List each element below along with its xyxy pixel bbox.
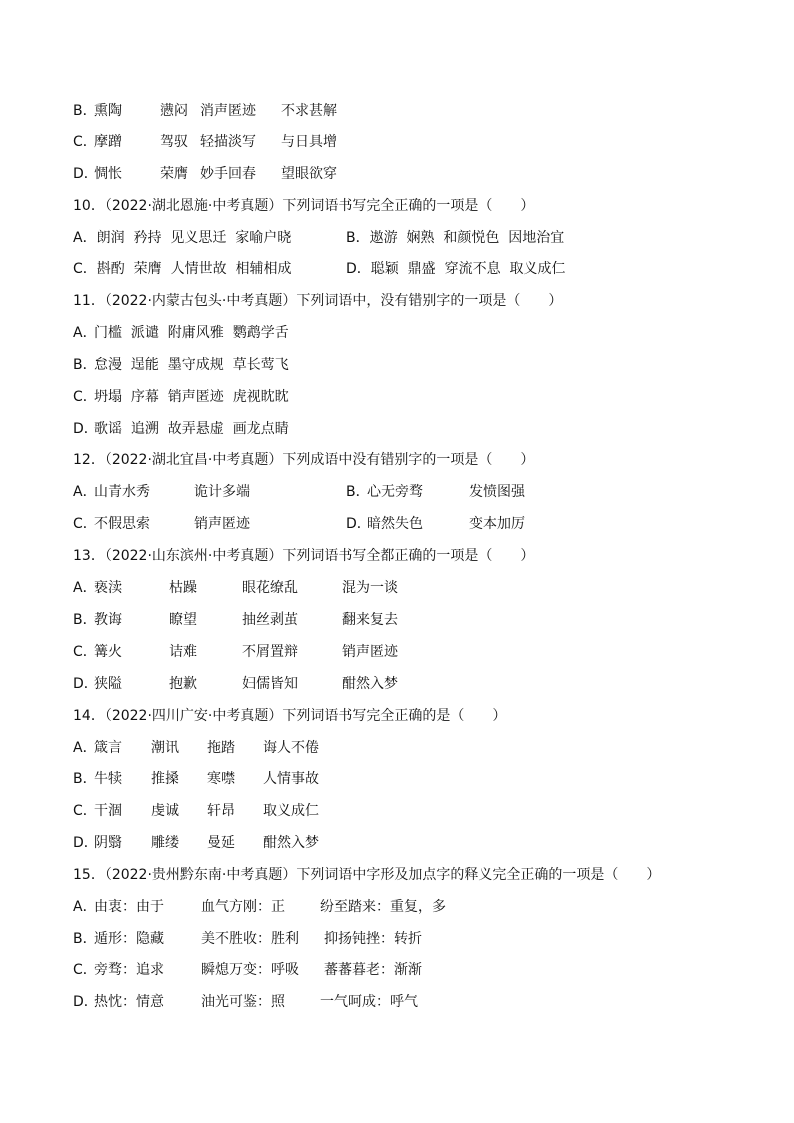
option-label: B． bbox=[73, 612, 97, 628]
q12-option-c-label[interactable]: C． bbox=[73, 516, 97, 532]
word: 不求甚解 bbox=[281, 103, 337, 119]
option-label: A． bbox=[73, 580, 97, 596]
option-text: 歌谣 追溯 故弄悬虚 画龙点睛 bbox=[94, 421, 289, 437]
word: 推搡 bbox=[151, 771, 179, 787]
q10-option-d[interactable] bbox=[346, 257, 565, 281]
word: 干涸 bbox=[94, 803, 122, 819]
word: 枯躁 bbox=[169, 580, 197, 596]
word: 暗然失色 bbox=[367, 516, 423, 532]
option-text: 门槛 派谴 附庸风雅 鹦鹉学舌 bbox=[94, 325, 289, 341]
word: 一气呵成：呼气 bbox=[320, 994, 418, 1010]
word: 变本加厉 bbox=[469, 516, 525, 532]
question-stem: 13．（2022·山东滨州·中考真题）下列词语书写全都正确的一项是（ ） bbox=[73, 548, 535, 564]
q10-option-a[interactable] bbox=[73, 226, 291, 250]
word: 轻描淡写 bbox=[200, 134, 256, 150]
word: 抽丝剥茧 bbox=[242, 612, 298, 628]
option-label: A． bbox=[73, 899, 97, 915]
word: 拖踏 bbox=[207, 740, 235, 756]
word: 心无旁骛 bbox=[367, 484, 423, 500]
word: 惆怅 bbox=[94, 166, 122, 182]
word: 荣膺 bbox=[160, 166, 188, 182]
option-text: 朗润 矜持 见义思迁 家喻户晓 bbox=[96, 230, 292, 246]
option-label: D． bbox=[346, 261, 371, 277]
option-text: 怠漫 逞能 墨守成规 草长莺飞 bbox=[94, 357, 289, 373]
word: 妇儒皆知 bbox=[242, 676, 298, 692]
word: 不假思索 bbox=[94, 516, 150, 532]
option-text: 斟酌 荣膺 人情世故 相辅相成 bbox=[96, 261, 292, 277]
word: 诡计多端 bbox=[194, 484, 250, 500]
word: 诘难 bbox=[169, 644, 197, 660]
word: 瞭望 bbox=[169, 612, 197, 628]
option-label: B． bbox=[73, 771, 97, 787]
option-label: B． bbox=[73, 357, 97, 373]
word: 取义成仁 bbox=[263, 803, 319, 819]
option-label: B． bbox=[73, 103, 97, 119]
word: 蕃蕃暮老：渐渐 bbox=[324, 962, 422, 978]
word: 阴翳 bbox=[94, 835, 122, 851]
word: 由衷：由于 bbox=[94, 899, 164, 915]
option-label: D． bbox=[73, 421, 98, 437]
option-label: B． bbox=[73, 931, 97, 947]
word: 教诲 bbox=[94, 612, 122, 628]
word: 遁形：隐藏 bbox=[94, 931, 164, 947]
word: 销声匿迹 bbox=[194, 516, 250, 532]
word: 轩昂 bbox=[207, 803, 235, 819]
option-label: A． bbox=[73, 230, 97, 246]
option-label: D． bbox=[73, 166, 98, 182]
word: 狭隘 bbox=[94, 676, 122, 692]
q12-option-b-label[interactable]: B． bbox=[346, 484, 370, 500]
word: 箴言 bbox=[94, 740, 122, 756]
q10-option-b[interactable] bbox=[346, 226, 564, 250]
word: 发愤图强 bbox=[469, 484, 525, 500]
word: 人情事故 bbox=[263, 771, 319, 787]
option-text: 遨游 娴熟 和颜悦色 因地治宜 bbox=[369, 230, 565, 246]
word: 妙手回春 bbox=[200, 166, 256, 182]
word: 雕缕 bbox=[151, 835, 179, 851]
option-label: C． bbox=[73, 803, 97, 819]
word: 纷至踏来：重复，多 bbox=[320, 899, 446, 915]
question-stem: 12．（2022·湖北宜昌·中考真题）下列成语中没有错别字的一项是（ ） bbox=[73, 452, 535, 468]
option-label: C． bbox=[73, 389, 97, 405]
word: 消声匿迹 bbox=[200, 103, 256, 119]
option-label: C． bbox=[73, 962, 97, 978]
word: 山青水秀 bbox=[94, 484, 150, 500]
word: 懑闷 bbox=[160, 103, 188, 119]
word: 销声匿迹 bbox=[342, 644, 398, 660]
option-label: D． bbox=[73, 835, 98, 851]
option-label: A． bbox=[73, 325, 97, 341]
word: 眼花缭乱 bbox=[242, 580, 298, 596]
word: 摩蹭 bbox=[94, 134, 122, 150]
word: 虔诚 bbox=[151, 803, 179, 819]
word: 瞬熄万变：呼吸 bbox=[201, 962, 299, 978]
word: 翻来复去 bbox=[342, 612, 398, 628]
word: 篝火 bbox=[94, 644, 122, 660]
word: 旁骛：追求 bbox=[94, 962, 164, 978]
question-stem: 10．（2022·湖北恩施·中考真题）下列词语书写完全正确的一项是（ ） bbox=[73, 198, 535, 214]
word: 混为一谈 bbox=[342, 580, 398, 596]
option-label: C． bbox=[73, 134, 97, 150]
question-stem: 11．（2022·内蒙古包头·中考真题）下列词语中，没有错别字的一项是（ ） bbox=[73, 293, 563, 309]
question-stem: 15．（2022·贵州黔东南·中考真题）下列词语中字形及加点字的释义完全正确的一项是（ ） bbox=[73, 867, 661, 883]
q12-option-d-label[interactable]: D． bbox=[346, 516, 371, 532]
option-label: C． bbox=[73, 261, 97, 277]
word: 酣然入梦 bbox=[263, 835, 319, 851]
word: 熏陶 bbox=[94, 103, 122, 119]
word: 热忱：情意 bbox=[94, 994, 164, 1010]
word: 曼延 bbox=[207, 835, 235, 851]
word: 不屑置辩 bbox=[242, 644, 298, 660]
question-stem: 14．（2022·四川广安·中考真题）下列词语书写完全正确的是（ ） bbox=[73, 708, 507, 724]
word: 驾驭 bbox=[160, 134, 188, 150]
word: 血气方刚：正 bbox=[201, 899, 285, 915]
word: 抑扬钝挫：转折 bbox=[324, 931, 422, 947]
option-label: D． bbox=[73, 676, 98, 692]
word: 酣然入梦 bbox=[342, 676, 398, 692]
word: 寒噤 bbox=[207, 771, 235, 787]
option-label: A． bbox=[73, 740, 97, 756]
word: 诲人不倦 bbox=[263, 740, 319, 756]
option-label: C． bbox=[73, 644, 97, 660]
q12-option-a-label[interactable]: A． bbox=[73, 484, 97, 500]
word: 潮讯 bbox=[151, 740, 179, 756]
option-text: 坍塌 序幕 销声匿迹 虎视眈眈 bbox=[94, 389, 289, 405]
word: 牛犊 bbox=[94, 771, 122, 787]
word: 亵渎 bbox=[94, 580, 122, 596]
word: 油光可鉴：照 bbox=[201, 994, 285, 1010]
word: 望眼欲穿 bbox=[281, 166, 337, 182]
option-text: 聪颖 鼎盛 穿流不息 取义成仁 bbox=[370, 261, 566, 277]
option-label: D． bbox=[73, 994, 98, 1010]
option-label: B． bbox=[346, 230, 370, 246]
q10-option-c[interactable] bbox=[73, 257, 291, 281]
word: 与日具增 bbox=[281, 134, 337, 150]
word: 抱歉 bbox=[169, 676, 197, 692]
word: 美不胜收：胜利 bbox=[201, 931, 299, 947]
